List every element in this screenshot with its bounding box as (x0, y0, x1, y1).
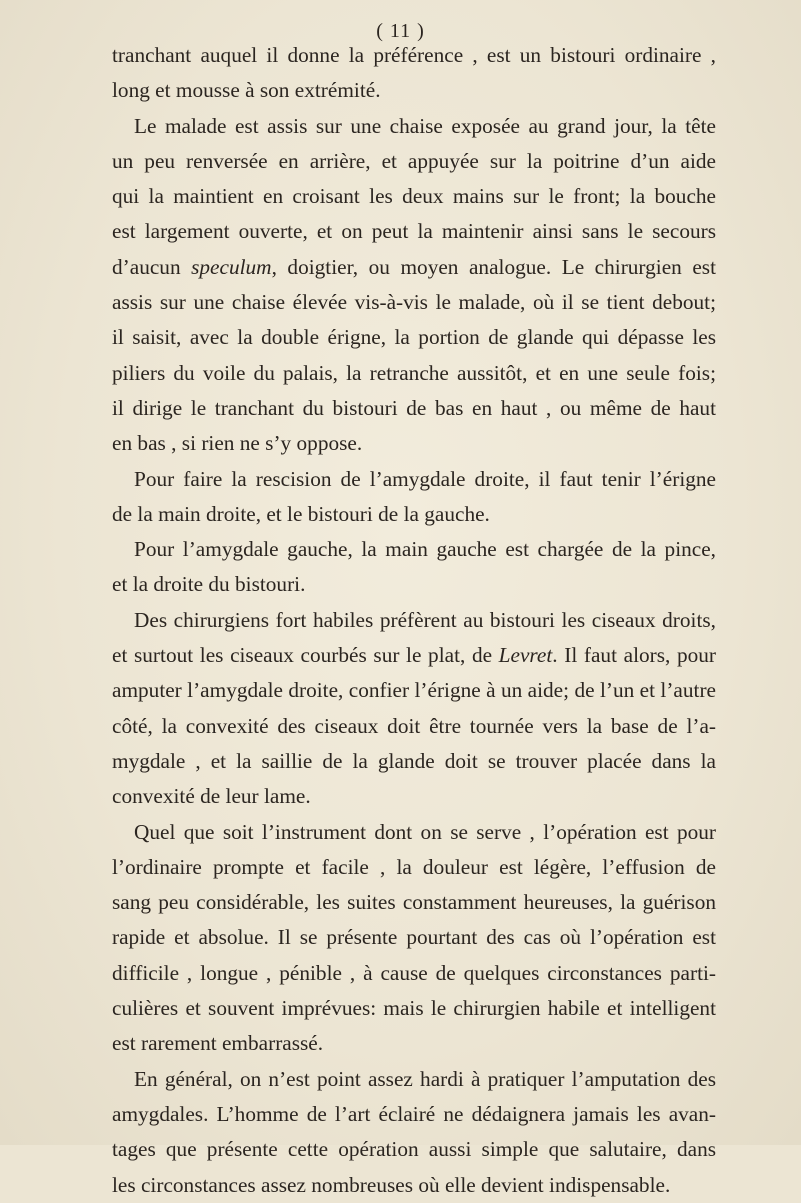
text-segment: d’aucun (112, 254, 192, 279)
text-line: un peu renversée en arrière, et appuyée sur la poitrine d’un aide (112, 148, 716, 173)
text-line: en bas , si rien ne s’y oppose. (112, 431, 363, 456)
text-line: En général, on n’est point assez hardi à pratiquer l’amputation des (134, 1066, 716, 1091)
text-line: long et mousse à son extrémité. (112, 78, 381, 103)
text-line: qui la maintient en croisant les deux mains sur le front; la bouche (112, 184, 716, 209)
text-line: est largement ouverte, et on peut la maintenir ainsi sans le secours (112, 219, 716, 244)
text-segment: . Il faut alors, pour (552, 643, 717, 668)
text-line: sang peu considérable, les suites constamment heureuses, la guérison (112, 890, 716, 915)
text-line: et la droite du bistouri. (112, 572, 306, 597)
text-line: les circonstances assez nombreuses où elle devient indispensable. (112, 1172, 671, 1197)
text-segment: , doigtier, ou moyen analogue. Le chirurgien est (271, 254, 716, 279)
text-line: culières et souvent imprévues: mais le chirurgien habile et intelligent (112, 996, 716, 1021)
text-line: Pour faire la rescision de l’amygdale droite, il faut tenir l’érigne (134, 466, 716, 491)
text-line: il dirige le tranchant du bistouri de bas en haut , ou même de haut (112, 395, 716, 420)
text-line: il saisit, avec la double érigne, la portion de glande qui dépasse les (112, 325, 716, 350)
text-line (112, 638, 716, 673)
text-segment: et surtout les ciseaux courbés sur le plat, de (112, 643, 499, 668)
italic-term: Levret (498, 643, 553, 668)
text-line: Le malade est assis sur une chaise exposée au grand jour, la tête (134, 113, 716, 138)
text-line: est rarement embarrassé. (112, 1031, 324, 1056)
text-line: tages que présente cette opération aussi simple que salutaire, dans (112, 1137, 716, 1162)
page-number: ( 11 ) (376, 20, 425, 42)
text-line: assis sur une chaise élevée vis-à-vis le malade, où il se tient debout; (112, 290, 716, 315)
text-line: difficile , longue , pénible , à cause de quelques circonstances parti- (112, 960, 716, 985)
text-line (112, 250, 716, 285)
text-line: amygdales. L’homme de l’art éclairé ne dédaignera jamais les avan- (112, 1101, 716, 1126)
text-line: rapide et absolue. Il se présente pourtant des cas où l’opération est (112, 925, 716, 950)
text-line: côté, la convexité des ciseaux doit être tournée vers la base de l’a- (112, 713, 716, 738)
text-line: convexité de leur lame. (112, 784, 311, 809)
text-line: Pour l’amygdale gauche, la main gauche est chargée de la pince, (134, 537, 716, 562)
text-line: Des chirurgiens fort habiles préfèrent au bistouri les ciseaux droits, (134, 607, 716, 632)
text-line: mygdale , et la saillie de la glande doit se trouver placée dans la (112, 748, 716, 773)
text-line: l’ordinaire prompte et facile , la douleur est légère, l’effusion de (112, 854, 716, 879)
body-text (112, 38, 716, 1203)
text-line: tranchant auquel il donne la préférence , est un bistouri ordinaire , (112, 43, 716, 67)
text-line: de la main droite, et le bistouri de la gauche. (112, 501, 490, 526)
text-line: piliers du voile du palais, la retranche aussitôt, et en une seule fois; (112, 360, 716, 385)
italic-term: speculum (191, 254, 272, 279)
text-line: amputer l’amygdale droite, confier l’érigne à un aide; de l’un et l’autre (112, 678, 716, 703)
text-line: Quel que soit l’instrument dont on se serve , l’opération est pour (134, 819, 716, 844)
